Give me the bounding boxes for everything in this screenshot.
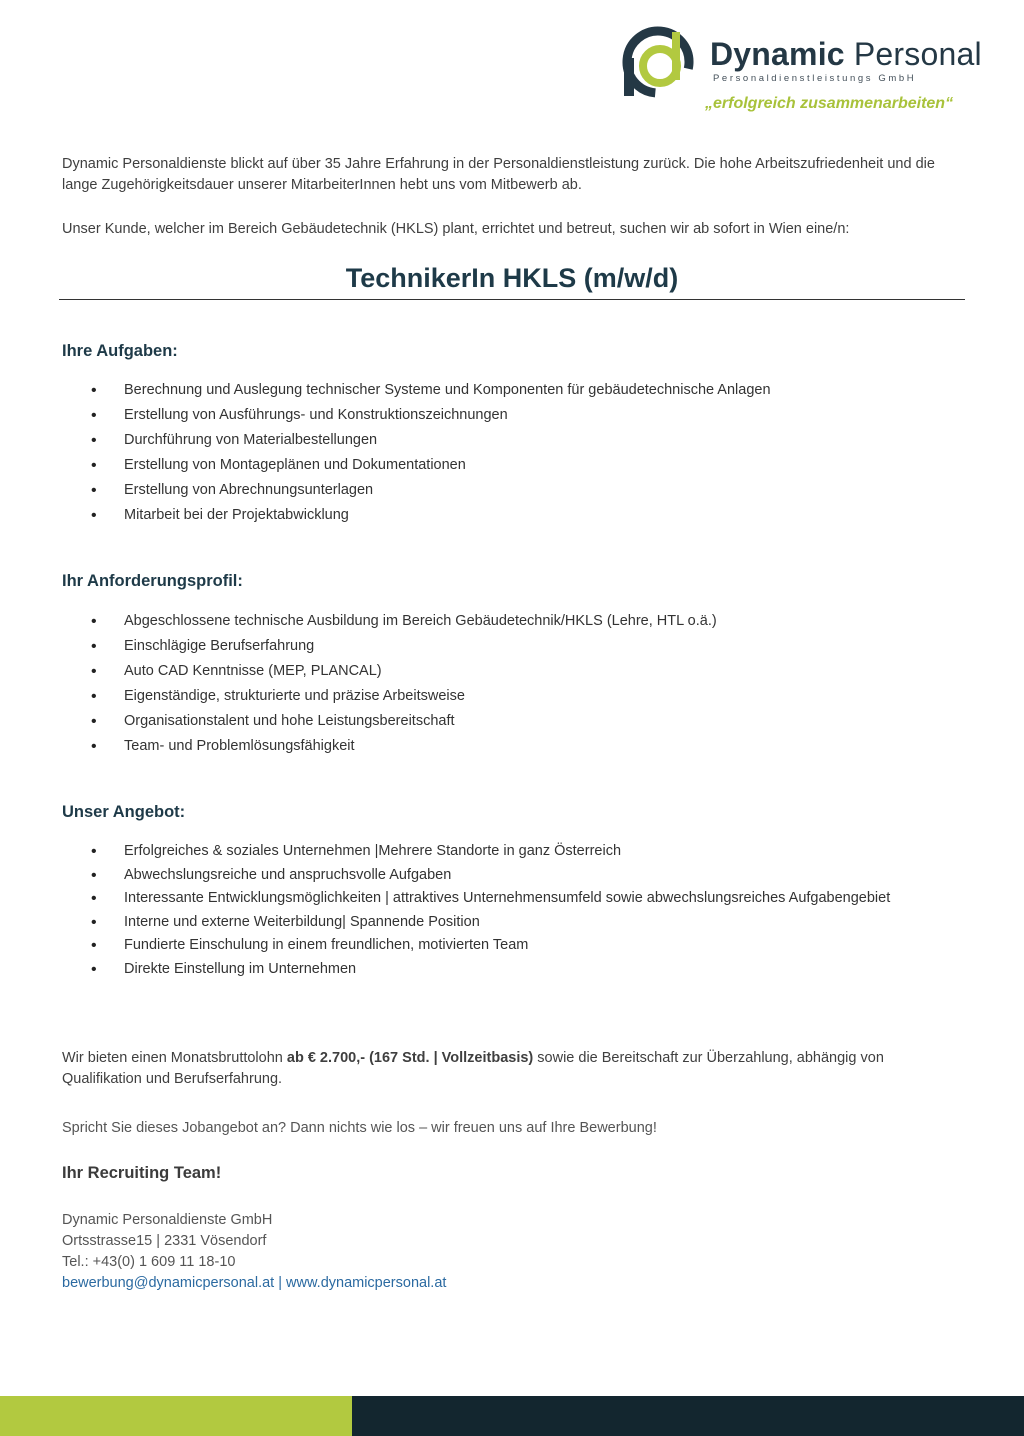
company-logo <box>620 24 990 119</box>
title-divider <box>59 299 965 300</box>
recruiting-team-heading: Ihr Recruiting Team! <box>62 1164 222 1182</box>
client-paragraph: Unser Kunde, welcher im Bereich Gebäudetechnik (HKLS) plant, errichtet und betreut, suchen wir ab sofort in Wien eine/n: <box>62 221 850 237</box>
company-slogan: „erfolgreich zusammenarbeiten“ <box>705 95 954 112</box>
list-item: • Organisationstalent und hohe Leistungsbereitschaft <box>62 709 942 734</box>
link-separator: | <box>274 1275 287 1291</box>
footer-green-bar <box>0 1396 352 1436</box>
profile-list <box>62 609 942 759</box>
list-item: • Erstellung von Ausführungs- und Konstruktionszeichnungen <box>62 403 942 428</box>
profile-heading: Ihr Anforderungsprofil: <box>62 572 243 590</box>
logo-wordmark: Dynamic Personal <box>710 36 982 72</box>
intro-paragraph: Dynamic Personaldienste blickt auf über 35 Jahre Erfahrung in der Personaldienstleistung zurück. Die hohe Arbeitszufriedenheit und die lange Zugehörigkeitsdauer unserer MitarbeiterInnen hebt uns vom Mitbewerb ab. <box>62 156 935 193</box>
list-item: • Eigenständige, strukturierte und präzise Arbeitsweise <box>62 684 942 709</box>
job-title: TechnikerIn HKLS (m/w/d) <box>345 263 679 293</box>
website-link[interactable]: www.dynamicpersonal.at <box>286 1275 447 1291</box>
salary-paragraph: Wir bieten einen Monatsbruttolohn ab € 2.700,- (167 Std. | Vollzeitbasis) sowie die Bereitschaft zur Überzahlung, abhängig von Qualifikation und Berufserfahrung. <box>62 1050 884 1087</box>
logo-subtitle: Personaldienstleistungs GmbH <box>713 73 917 84</box>
list-item: • Direkte Einstellung im Unternehmen <box>62 958 942 982</box>
call-to-action: Spricht Sie dieses Jobangebot an? Dann nichts wie los – wir freuen uns auf Ihre Bewerbung! <box>62 1120 657 1136</box>
list-item: • Berechnung und Auslegung technischer Systeme und Komponenten für gebäudetechnische Anlagen <box>62 378 942 403</box>
contact-links <box>62 1273 962 1294</box>
contact-phone: Tel.: +43(0) 1 609 11 18-10 <box>62 1254 236 1270</box>
list-item: • Mitarbeit bei der Projektabwicklung <box>62 503 942 528</box>
list-item: • Erstellung von Abrechnungsunterlagen <box>62 478 942 503</box>
list-item: • Abwechslungsreiche und anspruchsvolle Aufgaben <box>62 864 942 888</box>
list-item: • Abgeschlossene technische Ausbildung im Bereich Gebäudetechnik/HKLS (Lehre, HTL o.ä.) <box>62 609 942 634</box>
offer-heading: Unser Angebot: <box>62 803 186 821</box>
footer-dark-bar <box>352 1396 1024 1436</box>
list-item: • Interessante Entwicklungsmöglichkeiten | attraktives Unternehmensumfeld sowie abwechslungsreiches Aufgabengebiet <box>62 887 942 911</box>
dynamic-personal-logo-icon <box>620 26 698 98</box>
list-item: • Team- und Problemlösungsfähigkeit <box>62 734 942 759</box>
list-item: • Erfolgreiches & soziales Unternehmen |Mehrere Standorte in ganz Österreich <box>62 840 942 864</box>
list-item: • Interne und externe Weiterbildung| Spannende Position <box>62 911 942 935</box>
list-item: • Auto CAD Kenntnisse (MEP, PLANCAL) <box>62 659 942 684</box>
tasks-heading: Ihre Aufgaben: <box>62 342 178 360</box>
list-item: • Fundierte Einschulung in einem freundlichen, motivierten Team <box>62 934 942 958</box>
list-item: • Einschlägige Berufserfahrung <box>62 634 942 659</box>
email-link[interactable]: bewerbung@dynamicpersonal.at <box>62 1275 275 1291</box>
contact-address: Ortsstrasse15 | 2331 Vösendorf <box>62 1233 267 1249</box>
offer-list <box>62 840 942 981</box>
tasks-list <box>62 378 942 528</box>
list-item: • Erstellung von Montageplänen und Dokumentationen <box>62 453 942 478</box>
contact-company: Dynamic Personaldienste GmbH <box>62 1212 273 1228</box>
list-item: • Durchführung von Materialbestellungen <box>62 428 942 453</box>
